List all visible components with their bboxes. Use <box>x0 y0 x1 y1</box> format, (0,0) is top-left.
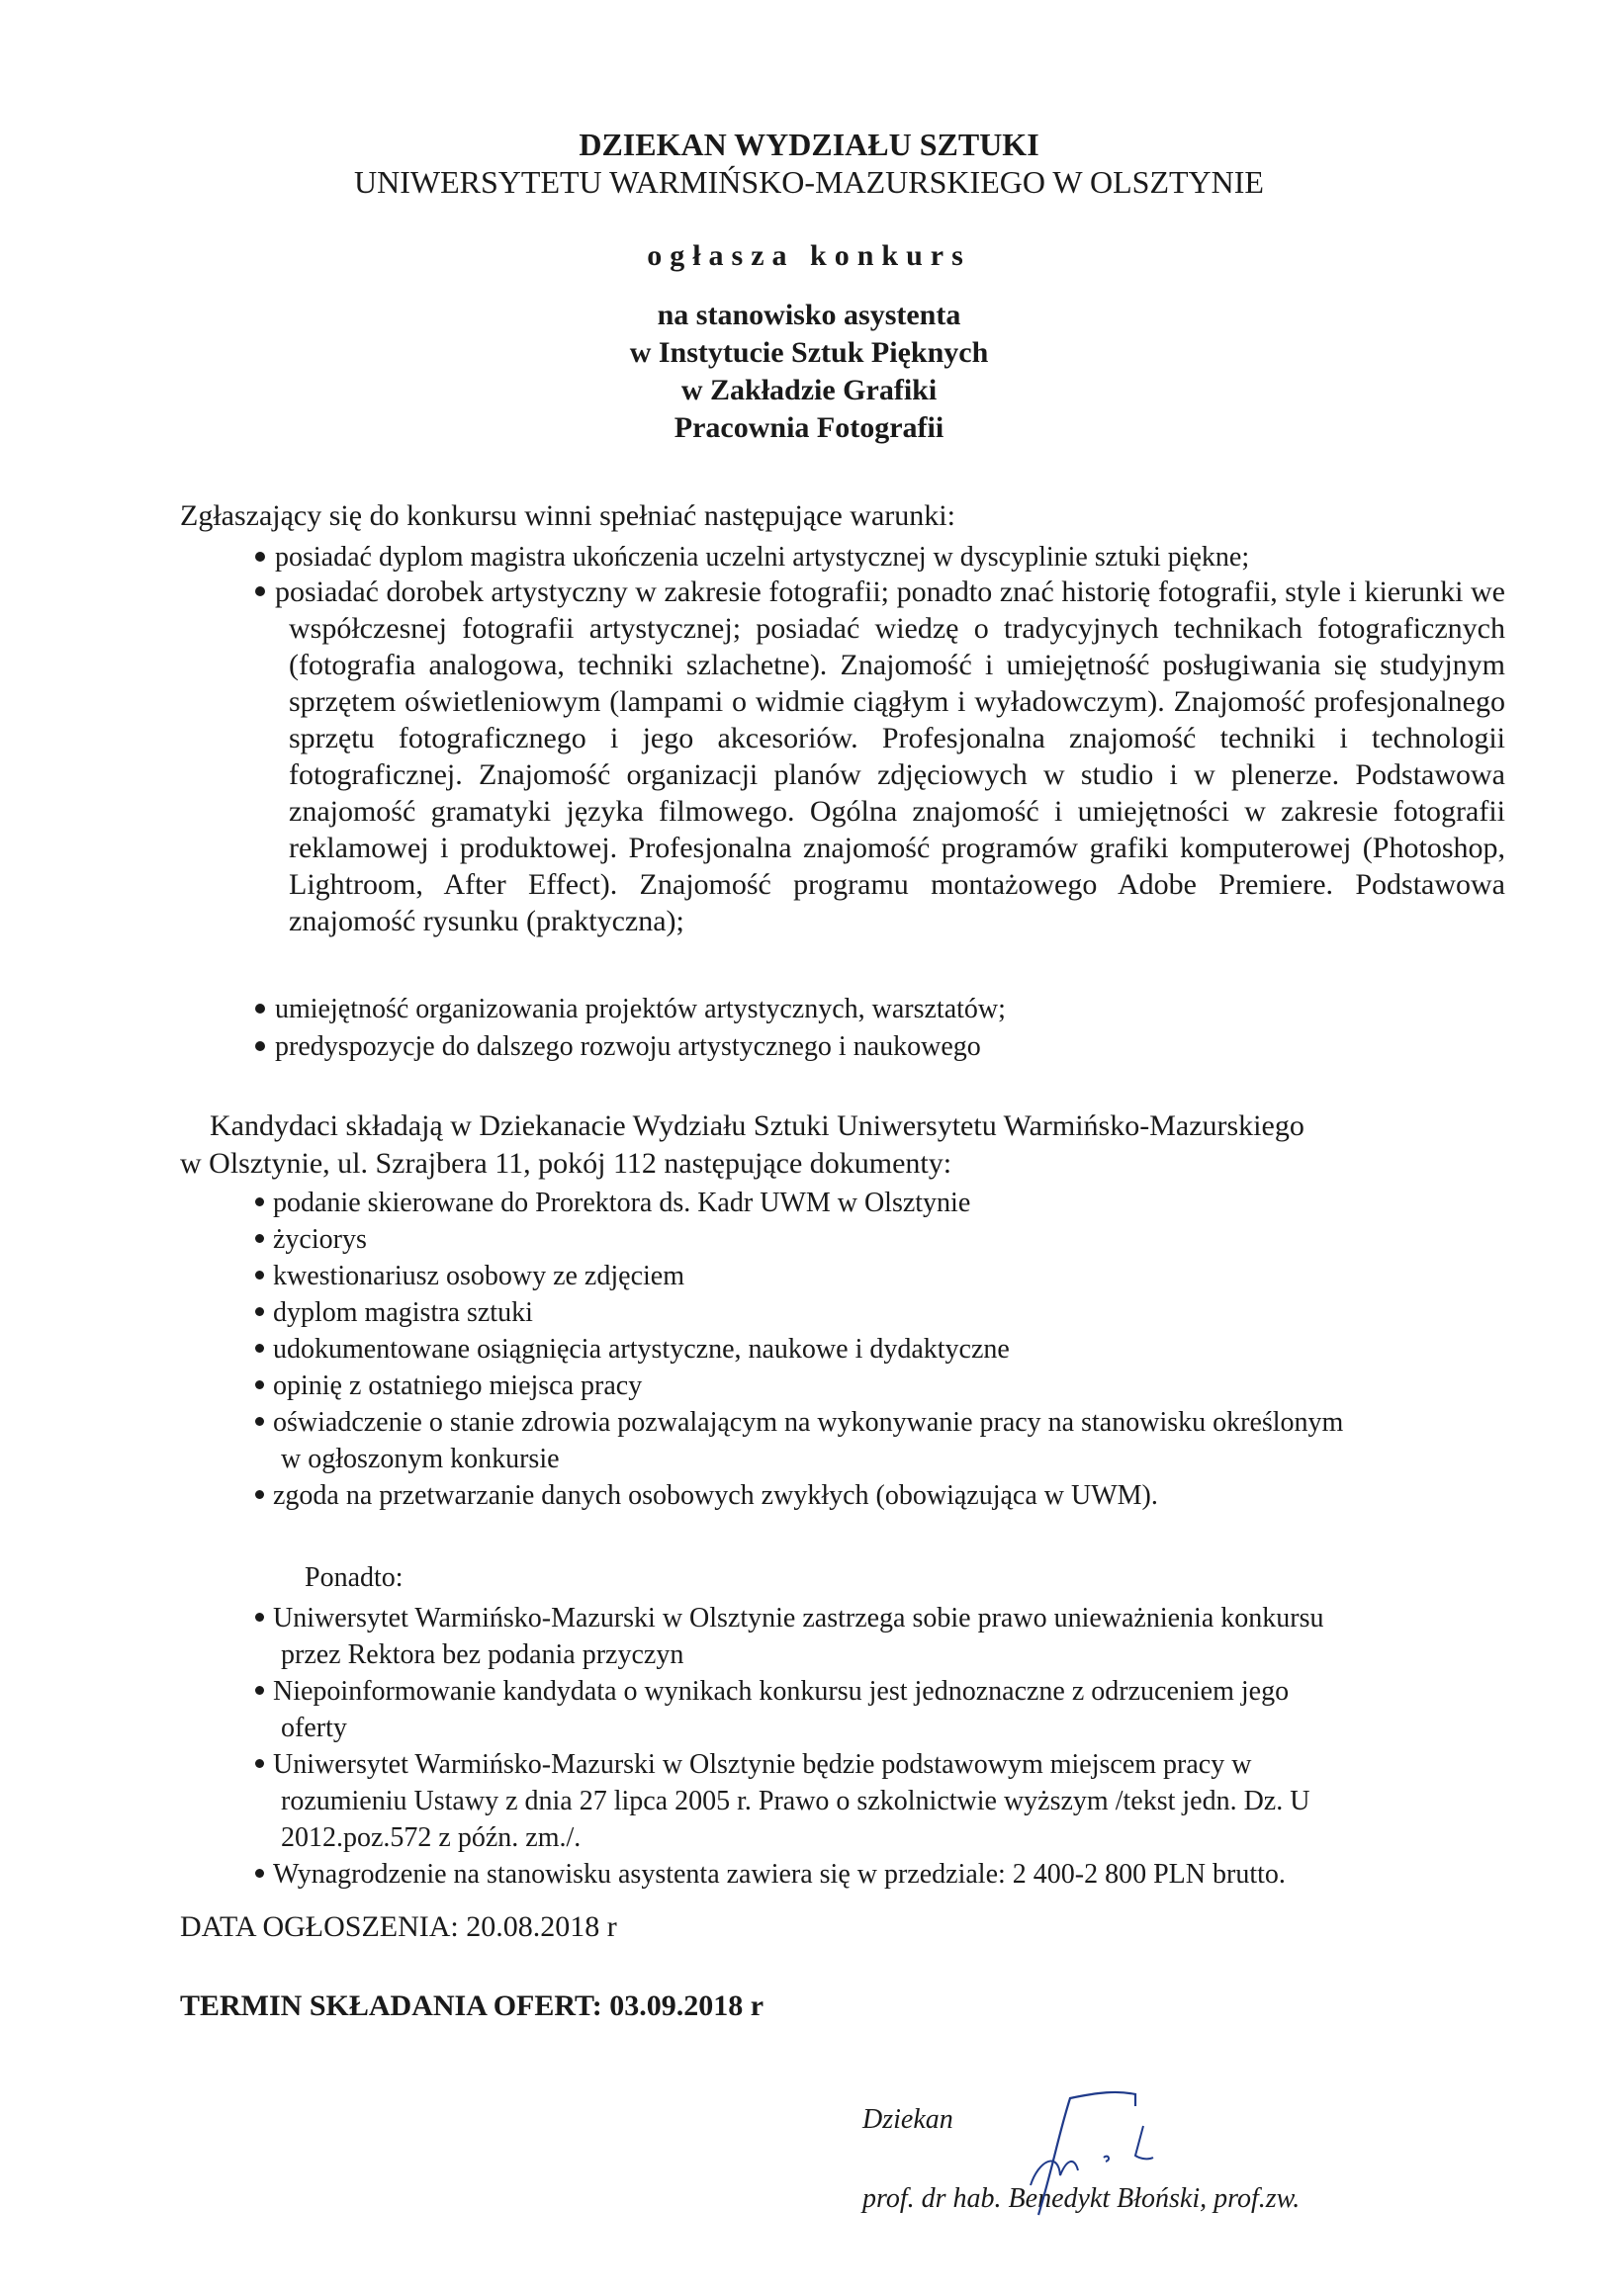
bullet-icon <box>255 1869 264 1878</box>
bullet-icon <box>255 1041 265 1051</box>
signature-role: Dziekan <box>862 2104 953 2135</box>
bullet-icon <box>255 1004 265 1014</box>
requirement-item-long: posiadać dorobek artystyczny w zakresie fotografii; ponadto znać historię fotografii, style i kierunki we współczesnej fotografii artystycznej; posiadać wiedzę o tradycyjnych technikach fotograficznych (fotografia analogowa, techniki szlachetne). Znajomość i umiejętność posługiwania się studyjnym sprzętem oświetleniowym (lampami o widmie ciągłym i wyładowczym). Znajomość profesjonalnego sprzętu fotograficznego i jego akcesoriów. Profesjonalna znajomość techniki i technologii fotograficznej. Znajomość organizacji planów zdjęciowych w studio i w plenerze. Podstawowa znajomość gramatyki języka filmowego. Ogólna znajomość i umiejętności w zakresie fotografii reklamowej i produktowej. Profesjonalna znajomość programów grafiki komputerowej (Photoshop, Lightroom, After Effect). Znajomość programu montażowego Adobe Premiere. Podstawowa znajomość rysunku (praktyczna); <box>255 574 1505 939</box>
position-line: w Instytucie Sztuk Pięknych <box>629 336 989 369</box>
header-university: UNIWERSYTETU WARMIŃSKO-MAZURSKIEGO W OLSZTYNIE <box>354 164 1264 200</box>
bullet-icon <box>255 1307 264 1316</box>
signature-name: prof. dr hab. Benedykt Błoński, prof.zw. <box>862 2183 1301 2214</box>
submission-deadline: TERMIN SKŁADANIA OFERT: 03.09.2018 r <box>180 1989 764 2022</box>
additional-item-continuation: 2012.poz.572 z późn. zm./. <box>281 1822 582 1853</box>
handwritten-signature-icon <box>1009 2076 1207 2225</box>
position-line: Pracownia Fotografii <box>674 411 944 444</box>
announce-heading: ogłasza konkurs <box>647 239 971 272</box>
announcement-date: DATA OGŁOSZENIA: 20.08.2018 r <box>180 1910 617 1943</box>
document-item: kwestionariusz osobowy ze zdjęciem <box>255 1258 1343 1294</box>
additional-list <box>255 1600 1323 1893</box>
additional-item-continuation: oferty <box>281 1713 347 1743</box>
bullet-icon <box>255 1380 264 1389</box>
additional-item: Uniwersytet Warmińsko-Mazurski w Olsztynie będzie podstawowym miejscem pracy w <box>255 1746 1323 1783</box>
requirement-item: umiejętność organizowania projektów artystycznych, warsztatów; <box>255 994 1006 1025</box>
additional-item: Wynagrodzenie na stanowisku asystenta zawiera się w przedziale: 2 400-2 800 PLN brutto. <box>255 1856 1323 1893</box>
document-item: podanie skierowane do Prorektora ds. Kadr UWM w Olsztynie <box>255 1185 1343 1221</box>
bullet-icon <box>255 1271 264 1280</box>
requirement-item: posiadać dyplom magistra ukończenia uczelni artystycznej w dyscyplinie sztuki piękne; <box>255 542 1249 574</box>
document-item: oświadczenie o stanie zdrowia pozwalającym na wykonywanie pracy na stanowisku określonym <box>255 1404 1343 1441</box>
bullet-icon <box>255 1417 264 1426</box>
bullet-icon <box>255 1759 264 1768</box>
bullet-icon <box>255 1490 264 1499</box>
requirements-intro: Zgłaszający się do konkursu winni spełniać następujące warunki: <box>180 499 955 532</box>
additional-item: Uniwersytet Warmińsko-Mazurski w Olsztynie zastrzega sobie prawo unieważnienia konkursu <box>255 1600 1323 1636</box>
requirement-item: predyspozycje do dalszego rozwoju artystycznego i naukowego <box>255 1031 981 1063</box>
additional-label: Ponadto: <box>305 1562 404 1593</box>
bullet-icon <box>255 1197 264 1206</box>
document-item: dyplom magistra sztuki <box>255 1294 1343 1331</box>
document-item: opinię z ostatniego miejsca pracy <box>255 1368 1343 1404</box>
bullet-icon <box>255 552 265 562</box>
bullet-icon <box>255 1613 264 1622</box>
document-item: udokumentowane osiągnięcia artystyczne, naukowe i dydaktyczne <box>255 1331 1343 1368</box>
document-item-continuation: w ogłoszonym konkursie <box>281 1444 560 1474</box>
documents-list <box>255 1185 1343 1514</box>
position-block <box>0 297 1618 447</box>
document-item: życiorys <box>255 1221 1343 1258</box>
bullet-icon <box>255 586 265 596</box>
additional-item: Niepoinformowanie kandydata o wynikach konkursu jest jednoznaczne z odrzuceniem jego <box>255 1673 1323 1710</box>
position-line: w Zakładzie Grafiki <box>680 374 938 406</box>
document-item: zgoda na przetwarzanie danych osobowych zwykłych (obowiązująca w UWM). <box>255 1477 1343 1514</box>
bullet-icon <box>255 1344 264 1353</box>
header-title: DZIEKAN WYDZIAŁU SZTUKI <box>579 127 1039 162</box>
additional-item-continuation: rozumieniu Ustawy z dnia 27 lipca 2005 r. Prawo o szkolnictwie wyższym /tekst jedn. Dz. U <box>281 1786 1310 1816</box>
bullet-icon <box>255 1234 264 1243</box>
position-line: na stanowisko asystenta <box>657 299 961 331</box>
documents-intro-2: w Olsztynie, ul. Szrajbera 11, pokój 112 następujące dokumenty: <box>180 1147 952 1180</box>
additional-item-continuation: przez Rektora bez podania przyczyn <box>281 1639 684 1670</box>
documents-intro-1: Kandydaci składają w Dziekanacie Wydziału Sztuki Uniwersytetu Warmińsko-Mazurskiego <box>210 1109 1304 1142</box>
bullet-icon <box>255 1686 264 1695</box>
